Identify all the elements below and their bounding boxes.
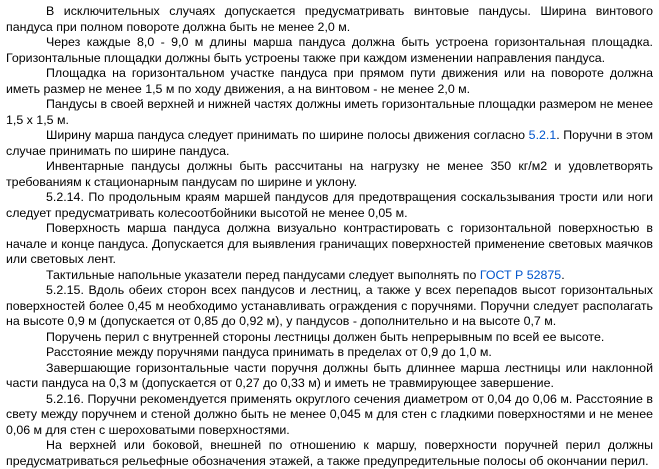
paragraph-contrast-surface: Поверхность марша пандуса должна визуально контрастировать с горизонтальной поверхностью в начале и конце пандуса. Допускается для выявления граничащих поверхностей применение световых маячков или световых лент.: [6, 221, 653, 266]
link-gost-r-52875[interactable]: ГОСТ Р 52875: [479, 267, 562, 282]
paragraph-ramp-width-start: Ширину марша пандуса следует принимать по ширине полосы движения согласно: [46, 128, 529, 142]
paragraph-top-bottom-landings: Пандусы в своей верхней и нижней частях должны иметь горизонтальные площадки размером не менее 1,5 х 1,5 м.: [6, 97, 653, 127]
link-5-2-1[interactable]: 5.2.1: [528, 128, 557, 142]
paragraph-tactile-end: .: [561, 267, 565, 282]
paragraph-ramp-width: [6, 128, 653, 159]
paragraph-relief-markings: На верхней или боковой, внешней по отношению к маршу, поверхности поручней перил должны предусматриваться рельефные обозначения этажей, а также предупредительные полосы об окончании перил.: [6, 438, 653, 468]
paragraph-continuous-handrail: Поручень перил с внутренней стороны лестницы должен быть непрерывным по всей ее высоте.: [46, 329, 605, 344]
paragraph-inventory-ramps: Инвентарные пандусы должны быть рассчитаны на нагрузку не менее 350 кг/м2 и удовлетворять требованиям к стационарным пандусам по ширине и уклону.: [6, 159, 653, 189]
paragraph-tactile-start: Тактильные напольные указатели перед пандусами следует выполнять по: [46, 267, 480, 282]
paragraph-5-2-15: 5.2.15. Вдоль обеих сторон всех пандусов и лестниц, а также у всех перепадов высот горизонтальных поверхностей более 0,45 м необходимо устанавливать ограждения с поручнями. Поручни следует располагать на высоте 0,9 м (допускается от 0,85 до 0,92 м), у пандусов - дополнительно и на высоте 0,7 м.: [6, 283, 653, 328]
paragraph-5-2-14: 5.2.14. По продольным краям маршей пандусов для предотвращения соскальзывания трости или ноги следует предусматривать колесоотбойники высотой не менее 0,05 м.: [6, 190, 653, 220]
paragraph-spiral-ramps: В исключительных случаях допускается предусматривать винтовые пандусы. Ширина винтового пандуса при полном повороте должна быть не менее 2,0 м.: [6, 4, 653, 34]
paragraph-landing-size: Площадка на горизонтальном участке пандуса при прямом пути движения или на повороте должна иметь размер не менее 1,5 м по ходу движения, а на винтовом - не менее 2,0 м.: [6, 66, 653, 96]
paragraph-5-2-16: 5.2.16. Поручни рекомендуется применять округлого сечения диаметром от 0,04 до 0,06 м. Расстояние в свету между поручнем и стеной должно быть не менее 0,045 м для стен с гладкими поверхностями и не менее 0,06 м для стен с шероховатыми поверхностями.: [6, 391, 653, 437]
paragraph-landings-interval: Через каждые 8,0 - 9,0 м длины марша пандуса должна быть устроена горизонтальная площадка. Горизонтальные площадки должны быть устроены также при каждом изменении направления пандуса.: [6, 35, 653, 65]
paragraph-handrail-distance: Расстояние между поручнями пандуса принимать в пределах от 0,9 до 1,0 м.: [46, 345, 492, 359]
paragraph-tactile-indicators: [6, 268, 653, 284]
paragraph-handrail-ends: Завершающие горизонтальные части поручня должны быть длиннее марша лестницы или наклонной части пандуса на 0,3 м (допускается от 0,27 до 0,33 м) и иметь не травмирующее завершение.: [6, 360, 653, 390]
paragraph-ramp-width-end: . Поручни в этом случае принимать по ширине пандуса.: [6, 128, 654, 158]
